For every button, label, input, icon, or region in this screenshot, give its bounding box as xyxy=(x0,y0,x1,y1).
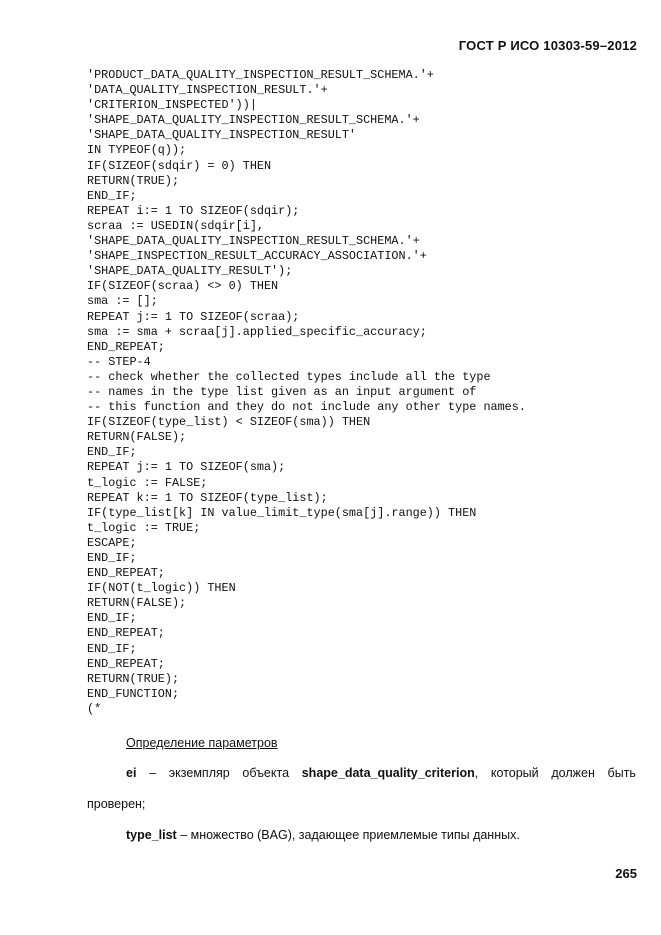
code-line: RETURN(TRUE); xyxy=(87,671,180,686)
param-ei-object xyxy=(302,766,478,780)
code-line: RETURN(FALSE); xyxy=(87,430,187,445)
code-line: REPEAT j:= 1 TO SIZEOF(scraa); xyxy=(87,309,300,324)
param-ei-continuation: проверен; xyxy=(87,797,146,811)
code-line: END_REPEAT; xyxy=(87,656,165,671)
code-line: END_IF; xyxy=(87,445,137,460)
code-line: END_FUNCTION; xyxy=(87,686,180,701)
code-line: IN TYPEOF(q)); xyxy=(87,143,187,158)
code-line: IF(SIZEOF(sdqir) = 0) THEN xyxy=(87,158,272,173)
document-header: ГОСТ Р ИСО 10303-59–2012 xyxy=(458,38,637,53)
code-line: -- STEP-4 xyxy=(87,354,151,369)
code-line: -- names in the type list given as an input argument of xyxy=(87,384,477,399)
code-line: REPEAT i:= 1 TO SIZEOF(sdqir); xyxy=(87,203,300,218)
code-line: REPEAT k:= 1 TO SIZEOF(type_list); xyxy=(87,490,328,505)
code-line: RETURN(FALSE); xyxy=(87,596,187,611)
code-line: 'SHAPE_DATA_QUALITY_INSPECTION_RESULT_SCHEMA.'+ xyxy=(87,234,420,249)
code-line: 'CRITERION_INSPECTED'))| xyxy=(87,98,257,113)
param-ei-object-name: shape_data_quality_criterion xyxy=(301,766,475,780)
code-line: REPEAT j:= 1 TO SIZEOF(sma); xyxy=(87,460,286,475)
code-line: 'SHAPE_INSPECTION_RESULT_ACCURACY_ASSOCIATION.'+ xyxy=(87,249,427,264)
param-type-list-desc: – множество (BAG), задающее приемлемые типы данных. xyxy=(176,828,520,842)
code-line: IF(SIZEOF(scraa) <> 0) THEN xyxy=(87,279,279,294)
code-line: END_IF; xyxy=(87,611,137,626)
code-line: (* xyxy=(87,701,102,716)
express-code-block xyxy=(87,68,526,717)
code-line: IF(NOT(t_logic)) THEN xyxy=(87,581,236,596)
param-ei-word: должен xyxy=(551,766,595,780)
code-line: t_logic := TRUE; xyxy=(87,520,201,535)
param-type-list-term: type_list xyxy=(126,828,177,842)
code-line: -- this function and they do not include any other type names. xyxy=(87,400,526,415)
code-line: -- check whether the collected types include all the type xyxy=(87,369,491,384)
code-line: RETURN(TRUE); xyxy=(87,173,180,188)
code-line: END_IF; xyxy=(87,188,137,203)
code-line: 'PRODUCT_DATA_QUALITY_INSPECTION_RESULT_SCHEMA.'+ xyxy=(87,68,434,82)
code-line: scraa := USEDIN(sdqir[i], xyxy=(87,218,264,233)
code-line: t_logic := FALSE; xyxy=(87,475,208,490)
param-ei-word: который xyxy=(490,766,539,780)
param-type-list-line xyxy=(126,828,520,842)
param-ei-word: объекта xyxy=(242,766,290,780)
code-line: sma := []; xyxy=(87,294,158,309)
parameters-heading: Определение параметров xyxy=(126,736,278,750)
param-ei-dash: – xyxy=(149,766,157,780)
code-line: sma := sma + scraa[j].applied_specific_accuracy; xyxy=(87,324,427,339)
code-line: ESCAPE; xyxy=(87,535,137,550)
code-line: END_IF; xyxy=(87,641,137,656)
code-line: 'DATA_QUALITY_INSPECTION_RESULT.'+ xyxy=(87,83,328,98)
code-line: IF(SIZEOF(type_list) < SIZEOF(sma)) THEN xyxy=(87,415,371,430)
code-line: END_REPEAT; xyxy=(87,626,165,641)
param-ei-word: экземпляр xyxy=(168,766,230,780)
code-line: 'SHAPE_DATA_QUALITY_INSPECTION_RESULT' xyxy=(87,128,357,143)
param-ei-comma: , xyxy=(474,766,479,780)
code-line: IF(type_list[k] IN value_limit_type(sma[j].range)) THEN xyxy=(87,505,477,520)
param-ei-word: быть xyxy=(607,766,636,780)
code-line: END_IF; xyxy=(87,551,137,565)
code-line: END_REPEAT; xyxy=(87,339,165,354)
code-line: 'SHAPE_DATA_QUALITY_INSPECTION_RESULT_SCHEMA.'+ xyxy=(87,113,420,128)
param-ei-line xyxy=(126,766,636,780)
param-ei-term: ei xyxy=(126,766,137,780)
page-number: 265 xyxy=(615,866,637,881)
code-line: 'SHAPE_DATA_QUALITY_RESULT'); xyxy=(87,264,293,279)
code-line: END_REPEAT; xyxy=(87,566,165,581)
